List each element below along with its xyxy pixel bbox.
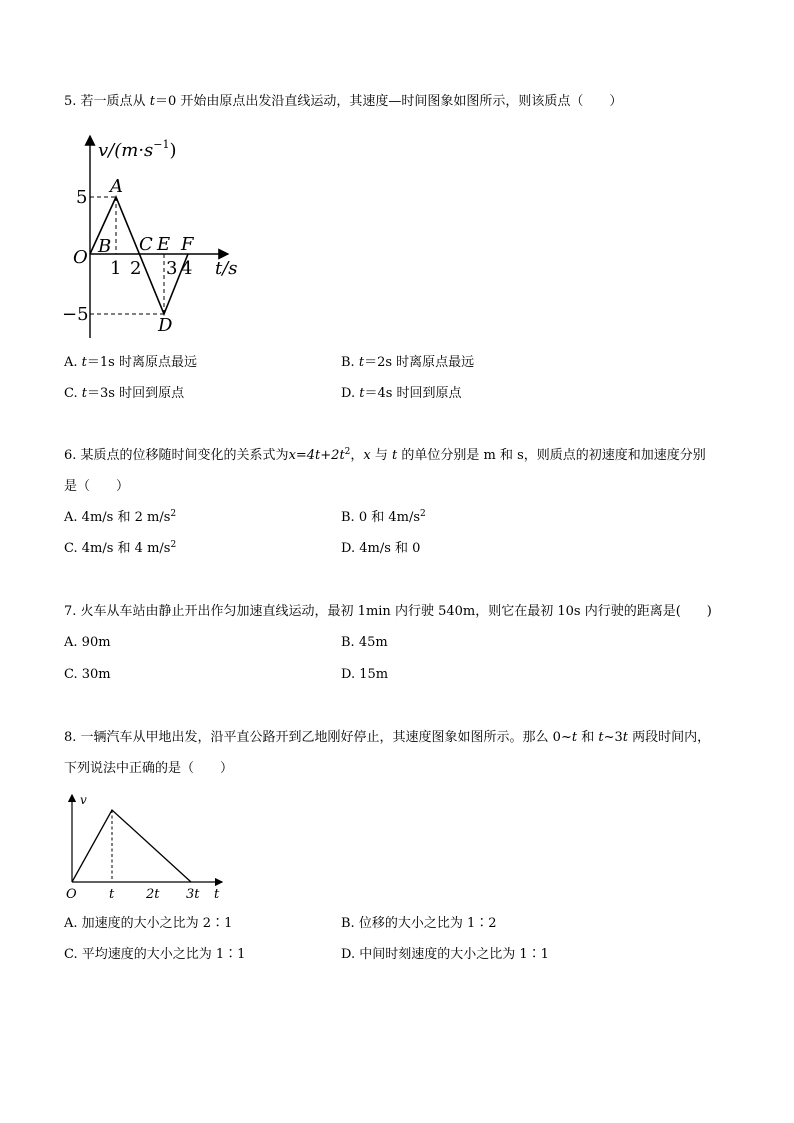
q7-option-c-text: 30m <box>81 667 111 682</box>
q5-option-a-letter: A. <box>64 355 78 370</box>
q6-option-d-text: 4m/s 和 0 <box>359 541 421 556</box>
q6-stem-d: 的单位分别是 m 和 s，则质点的初速度和加速度分别 <box>397 448 706 463</box>
q5-option-a-text: ＝1s 时离原点最远 <box>86 355 197 370</box>
q5-option-b-var: t <box>358 355 365 370</box>
q5-x-label: t/s <box>215 258 238 279</box>
q7-option-c-letter: C. <box>64 667 78 682</box>
q5-option-d-text: ＝4s 时回到原点 <box>364 386 462 401</box>
q7-stem-text: 火车从车站由静止开出作匀加速直线运动，最初 1min 内行驶 540m，则它在最初 10s 内行驶的距离是( ) <box>80 604 712 619</box>
q8-option-d[interactable] <box>341 946 549 964</box>
q8-option-c[interactable] <box>64 946 245 964</box>
q8-t3: t <box>622 730 628 745</box>
q5-stem-a: 若一质点从 <box>80 94 146 109</box>
q5-t-var: t <box>149 94 155 109</box>
q5-x-tick-4: 4 <box>181 258 193 279</box>
q8-x-tick-t: t <box>109 887 115 902</box>
q5-x-tick-2: 2 <box>130 258 142 279</box>
q6-option-a-sup: 2 <box>170 509 177 519</box>
q7-option-d-letter: D. <box>341 667 356 682</box>
q5-option-c-letter: C. <box>64 386 78 401</box>
q8-x-tick-3t: 3t <box>186 887 200 902</box>
q5-origin-label: O <box>73 247 88 268</box>
q6-stem-b: ， <box>350 448 364 463</box>
q5-point-d: D <box>158 315 173 336</box>
q8-stem-c: ~3 <box>603 730 623 745</box>
q5-option-a-var: t <box>81 355 87 370</box>
q8-option-d-letter: D. <box>341 947 356 962</box>
q8-velocity-line <box>72 810 191 882</box>
q8-number: 8. <box>64 730 77 745</box>
q6-x-var: x <box>363 448 371 463</box>
q6-option-d[interactable] <box>341 540 420 558</box>
q8-option-b-letter: B. <box>341 916 355 931</box>
q6-option-c[interactable] <box>64 540 176 558</box>
q6-option-b-letter: B. <box>341 510 355 525</box>
q7-option-a-letter: A. <box>64 635 78 650</box>
q5-point-e: E <box>157 234 171 255</box>
q8-stem <box>64 729 710 747</box>
q8-option-a[interactable] <box>64 915 232 933</box>
q8-option-c-letter: C. <box>64 947 78 962</box>
q5-option-d[interactable] <box>341 385 462 403</box>
q5-option-a[interactable] <box>64 354 197 372</box>
q5-x-tick-3: 3 <box>166 258 178 279</box>
q5-point-a: A <box>110 176 123 197</box>
q8-stem-b: 和 <box>577 730 599 745</box>
q6-option-a-text: 4m/s 和 2 m/s <box>81 510 171 525</box>
q8-stem-line2: 下列说法中正确的是（ ） <box>64 761 234 776</box>
q8-option-b[interactable] <box>341 915 497 933</box>
svg-text:v/(m·s−1) <box>98 138 177 161</box>
q8-y-label: v <box>80 793 87 807</box>
q5-point-f: F <box>181 234 194 255</box>
q5-x-tick-1: 1 <box>110 258 122 279</box>
q6-option-b[interactable] <box>341 509 426 527</box>
q6-stem-c: 与 <box>370 448 393 463</box>
q8-stem-d: 两段时间内， <box>627 730 711 745</box>
q7-option-d[interactable] <box>341 666 388 684</box>
q5-option-c[interactable] <box>64 385 184 403</box>
q6-stem-line2: 是（ ） <box>64 479 130 494</box>
q5-option-c-var: t <box>81 386 87 401</box>
q5-stem <box>64 93 622 111</box>
q5-point-b: B <box>98 236 112 257</box>
q7-option-b-text: 45m <box>358 635 388 650</box>
q5-option-b-letter: B. <box>341 355 355 370</box>
q6-formula: x=4t+2t <box>288 448 345 463</box>
q6-t-var: t <box>392 448 398 463</box>
q5-option-b-text: ＝2s 时离原点最远 <box>364 355 475 370</box>
q8-t1: t <box>571 730 578 745</box>
q8-x-label: t <box>214 887 220 902</box>
q5-option-d-letter: D. <box>341 386 356 401</box>
q5-option-c-text: ＝3s 时回到原点 <box>87 386 185 401</box>
q8-stem-a: 一辆汽车从甲地出发，沿平直公路开到乙地刚好停止，其速度图象如图所示。那么 0~ <box>80 730 572 745</box>
q5-y-label-sup: −1 <box>153 138 170 151</box>
q6-option-a[interactable] <box>64 509 176 527</box>
q8-option-a-letter: A. <box>64 916 78 931</box>
q5-stem-b: ＝0 开始由原点出发沿直线运动，其速度—时间图象如图所示，则该质点（ ） <box>154 94 623 109</box>
q7-stem <box>64 603 712 621</box>
q8-option-c-text: 平均速度的大小之比为 1∶1 <box>81 947 246 962</box>
q5-number: 5. <box>64 94 77 109</box>
q8-option-b-text: 位移的大小之比为 1∶2 <box>358 916 497 931</box>
q6-option-c-letter: C. <box>64 541 78 556</box>
q8-x-tick-2t: 2t <box>146 887 160 902</box>
q7-option-d-text: 15m <box>359 667 389 682</box>
q5-point-c: C <box>139 234 153 255</box>
q5-y-tick-5: 5 <box>76 187 88 208</box>
q5-y-label: v/(m·s <box>98 140 154 161</box>
q7-option-b-letter: B. <box>341 635 355 650</box>
q6-stem <box>64 447 706 465</box>
q6-option-d-letter: D. <box>341 541 356 556</box>
q6-number: 6. <box>64 448 77 463</box>
q8-vt-graph <box>60 792 230 904</box>
q5-option-d-var: t <box>359 386 365 401</box>
q8-origin-label: O <box>66 887 77 902</box>
q6-option-c-text: 4m/s 和 4 m/s <box>81 541 171 556</box>
q7-option-b[interactable] <box>341 634 388 652</box>
q5-y-tick-neg5: −5 <box>62 304 89 325</box>
q6-formula-sup: 2 <box>344 447 351 457</box>
q6-option-a-letter: A. <box>64 510 78 525</box>
q5-y-label-close: ) <box>169 140 177 161</box>
q7-option-a-text: 90m <box>81 635 111 650</box>
q5-vt-graph <box>60 128 260 338</box>
q5-option-b[interactable] <box>341 354 474 372</box>
q8-option-d-text: 中间时刻速度的大小之比为 1∶1 <box>359 947 549 962</box>
q6-option-b-text: 0 和 4m/s <box>358 510 421 525</box>
q6-option-c-sup: 2 <box>170 540 177 550</box>
q7-number: 7. <box>64 604 77 619</box>
q8-option-a-text: 加速度的大小之比为 2∶1 <box>81 916 233 931</box>
q7-option-a[interactable] <box>64 634 111 652</box>
q6-stem-a: 某质点的位移随时间变化的关系式为 <box>80 448 289 463</box>
q7-option-c[interactable] <box>64 666 111 684</box>
q8-t2: t <box>598 730 604 745</box>
q6-option-b-sup: 2 <box>420 509 426 519</box>
